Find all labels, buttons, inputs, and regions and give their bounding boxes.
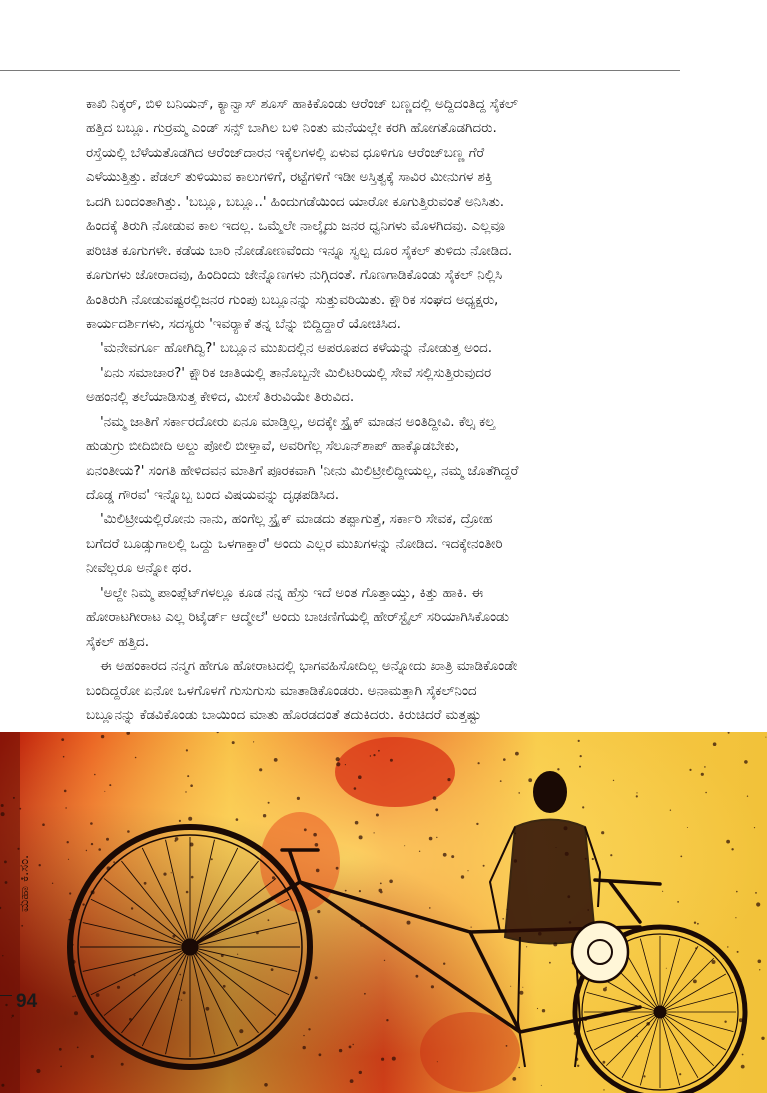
article-line: ಕಾಖಿ ನಿಕ್ಕರ್, ಬಿಳಿ ಬನಿಯನ್, ಕ್ಯಾನ್ವಾಸ್ ಶೂಸ್ ಹಾಕಿಕೊಂಡು ಆರೆಂಜ್ ಬಣ್ಣದಲ್ಲಿ ಅದ್ದಿದಂತಿದ್ದ ಸೈಕಲ್ — [86, 96, 518, 112]
article-line: ದೊಡ್ಡ ಗೌರವ' ಇನ್ನೊಬ್ಬ ಬಂದ ವಿಷಯವನ್ನು ದೃಢಪಡಿಸಿದ. — [86, 487, 339, 503]
page-number-rule — [0, 995, 12, 996]
article-line: ಹೋರಾಟಗೀರಾಟ ಎಲ್ಲ ರಿಟೈರ್ಡ್ ಆದ್ಮೇಲೆ' ಅಂದು ಬಾಚಣಿಗೆಯಲ್ಲಿ ಹೇರ್‌ಸ್ಟೈಲ್ ಸರಿಯಾಗಿಸಿಕೊಂಡು — [86, 609, 509, 626]
article-line: ರಸ್ತೆಯಲ್ಲಿ ಬೆಳೆಯತೊಡಗಿದ ಆರೆಂಜ್‌ದಾರನ ಇಕ್ಕೆಲಗಳಲ್ಲಿ ಏಳುವ ಧೂಳಿಗೂ ಆರೆಂಜ್‌ಬಣ್ಣ ಗೆರೆ — [86, 144, 485, 161]
article-line: 'ಮನೇವರ್ಗೂ ಹೋಗಿದ್ವಿ?' ಬಬ್ಲೂನ ಮುಖದಲ್ಲಿನ ಅಪರೂಪದ ಕಳೆಯನ್ನು ನೋಡುತ್ತ ಅಂದ. — [100, 340, 492, 357]
article-line: ಕೂಗುಗಳು ಜೋರಾದವು, ಹಿಂದಿಂದು ಜೇನ್ನೊಣಗಳು ನುಗ್ಗಿದಂತೆ. ಗೊಣಗಾಡಿಕೊಂಡು ಸೈಕಲ್ ನಿಲ್ಲಿಸಿ — [86, 267, 503, 284]
article-line: ಬಂದಿದ್ದರೋ ಏನೋ ಒಳಗೊಳಗೆ ಗುಸುಗುಸು ಮಾತಾಡಿಕೊಂಡರು. ಅನಾಮತ್ತಾಗಿ ಸೈಕಲ್‌ನಿಂದ — [86, 682, 477, 699]
article-line: ಅಹಂನಲ್ಲಿ ತಲೆಯಾಡಿಸುತ್ತ ಕೇಳಿದ, ಮೀಸೆ ತಿರುವಿಯೇ ತಿರುವಿದ. — [86, 389, 355, 406]
article-line: ಏನಂತೀಯ?' ಸಂಗತಿ ಹೇಳಿದವನ ಮಾತಿಗೆ ಪೂರಕವಾಗಿ 'ನೀನು ಮಿಲಿಟ್ರೀಲಿದ್ದೀಯಲ್ಲ, ನಮ್ಮ ಜೊತೆಗಿದ್ದರೆ — [86, 462, 519, 479]
article-line: 'ಮಿಲಿಟ್ರೀಯಲ್ಲಿರೋನು ನಾನು, ಹಂಗೆಲ್ಲ ಸ್ಟ್ರೈಕ್ ಮಾಡದು ತಪ್ಪಾಗುತ್ತೆ, ಸರ್ಕಾರಿ ಸೇವಕ, ದ್ರೋಹ — [100, 511, 493, 528]
bicycle-illustration — [0, 732, 767, 1093]
article-line: ಹತ್ತಿದ ಬಬ್ಲೂ. ಗುರ್‍ರಮ್ಮ ಎಂಡ್ ಸನ್ಸ್ ಬಾಗಿಲ ಬಳಿ ನಿಂತು ಮನೆಯಲ್ಲೇ ಕರಗಿ ಹೋಗತೊಡಗಿದರು. — [86, 120, 497, 137]
article-line: ಕಾರ್ಯದರ್ಶಿಗಳು, ಸದಸ್ಯರು 'ಇವರ್‍ಯಾಕೆ ತನ್ನ ಬೆನ್ನು ಬಿದ್ದಿದ್ದಾರೆ ಯೋಚಿಸಿದ. — [86, 315, 401, 332]
bicycle-artwork — [0, 732, 767, 1093]
article-line: ಬಗೆದರೆ ಬೂಡ್ಸುಗಾಲಲ್ಲಿ ಒದ್ದು ಒಳಗಾಕ್ತಾರೆ' ಅಂದು ಎಲ್ಲರ ಮುಖಗಳನ್ನು ನೋಡಿದ. ಇದಕ್ಕೇನಂತೀರಿ — [86, 535, 503, 552]
article-line: ಹುಡುಗ್ರು ಬೀದಿಬೀದಿ ಅಲ್ದು ಪೋಲಿ ಬೀಳ್ತಾವೆ, ಅವರಿಗೆಲ್ಲ ಸೆಲೂನ್‌ಶಾಪ್ ಹಾಕ್ಕೊಡಬೇಕು, — [86, 438, 460, 455]
article-line: ಈ ಅಹಂಕಾರದ ನನ್ಮಗ ಹೇಗೂ ಹೋರಾಟದಲ್ಲಿ ಭಾಗವಹಿಸೋದಿಲ್ಲ ಅನ್ನೋದು ಖಾತ್ರಿ ಮಾಡಿಕೊಂಡೇ — [100, 658, 518, 675]
article-text — [86, 92, 676, 727]
article-line: 'ಏನು ಸಮಾಚಾರ?' ಕ್ಷೌರಿಕ ಜಾತಿಯಲ್ಲಿ ತಾನೊಬ್ಬನೇ ಮಿಲಿಟರಿಯಲ್ಲಿ ಸೇವೆ ಸಲ್ಲಿಸುತ್ತಿರುವುದರ — [100, 364, 492, 381]
article-line: ಬಬ್ಲೂನನ್ನು ಕೆಡವಿಕೊಂಡು ಬಾಯಿಂದ ಮಾತು ಹೊರಡದಂತೆ ತದುಕಿದರು. ಕಿರುಚಿದರೆ ಮತ್ತಷ್ಟು — [86, 706, 482, 723]
article-line: ಹಿಂತಿರುಗಿ ನೋಡುವಷ್ಟರಲ್ಲಿಜನರ ಗುಂಪು ಬಬ್ಲೂನನ್ನು ಸುತ್ತುವರಿಯಿತು. ಕ್ಷೌರಿಕ ಸಂಘದ ಅಧ್ಯಕ್ಷರು, — [86, 291, 499, 308]
article-line: ಸೈಕಲ್ ಹತ್ತಿದ. — [86, 633, 149, 650]
artist-signature: ಮಹಾ ಕಿ.ಸಂ. — [17, 854, 32, 912]
article-line: 'ನಮ್ಮ ಜಾತಿಗೆ ಸರ್ಕಾರದೋರು ಏನೂ ಮಾಡ್ತಿಲ್ಲ, ಅದಕ್ಕೇ ಸ್ಟ್ರೈಕ್ ಮಾಡನ ಅಂತಿದ್ದೀವಿ. ಕೆಲ್ಸ ಕಲ್ತ — [100, 413, 495, 430]
article-line: ನೀವೆಲ್ಲರೂ ಅನ್ನೋ ಥರ. — [86, 560, 192, 577]
article-line: 'ಅಲ್ದೇ ನಿಮ್ಮ ಪಾಂಪ್ಲೆಟ್‌ಗಳಲ್ಲೂ ಕೂಡ ನನ್ನ ಹೆಸ್ರು ಇದೆ ಅಂತ ಗೊತ್ತಾಯ್ತು, ಕಿತ್ತು ಹಾಕಿ. ಈ — [100, 584, 484, 601]
article-line: ಒದಗಿ ಬಂದಂತಾಗಿತ್ತು. 'ಬಬ್ಲೂ, ಬಬ್ಲೂ..' ಹಿಂದುಗಡೆಯಿಂದ ಯಾರೋ ಕೂಗುತ್ತಿರುವಂತೆ ಅನಿಸಿತು. — [86, 193, 505, 210]
article-line: ಹಿಂದಕ್ಕೆ ತಿರುಗಿ ನೋಡುವ ಕಾಲ ಇದಲ್ಲ. ಒಮ್ಮೆಲೇ ನಾಲ್ಕೈದು ಜನರ ಧ್ವನಿಗಳು ಮೊಳಗಿದವು. ಎಲ್ಲವೂ — [86, 218, 505, 235]
top-rule — [0, 70, 680, 71]
article-line: ಎಳೆಯುತ್ತಿತ್ತು. ಪೆಡಲ್ ತುಳಿಯುವ ಕಾಲುಗಳಿಗೆ, ರಟ್ಟೆಗಳಿಗೆ ಇಡೀ ಅಸ್ತಿತ್ವಕ್ಕೆ ಸಾವಿರ ಮೀನುಗಳ ಶಕ್ತಿ — [86, 169, 493, 186]
article-line: ಪರಿಚಿತ ಕೂಗುಗಳೇ. ಕಡೆಯ ಬಾರಿ ನೋಡೋಣವೆಂದು ಇನ್ನೂ ಸ್ವಲ್ಪ ದೂರ ಸೈಕಲ್ ತುಳಿದು ನೋಡಿದ. — [86, 242, 513, 259]
page-number: 94 — [16, 991, 38, 1012]
